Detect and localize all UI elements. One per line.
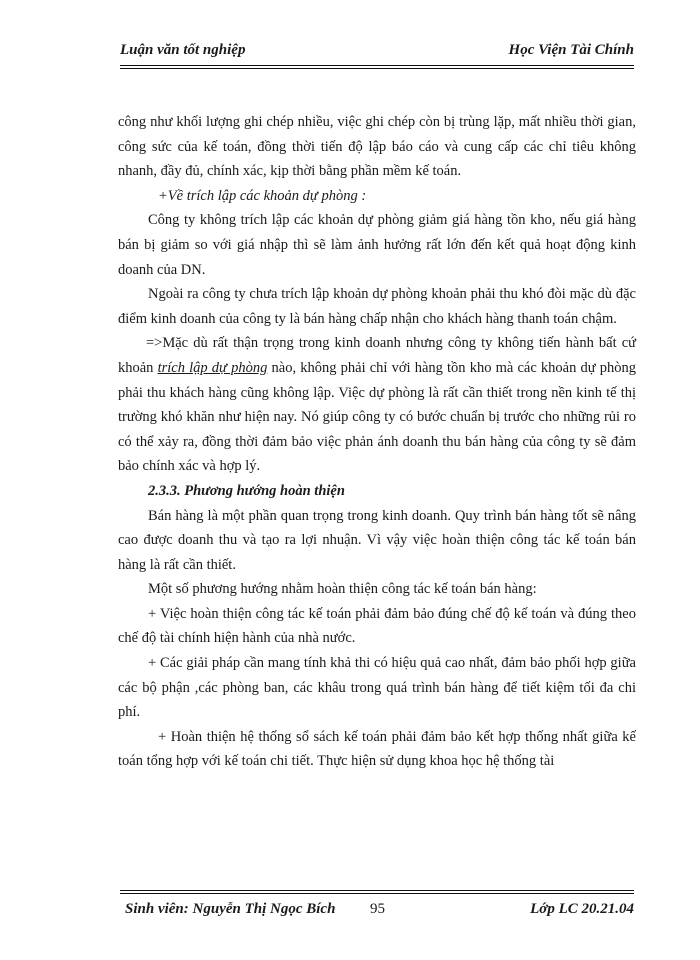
list-item-feasible-solutions: + Các giải pháp cần mang tính khả thi có hiệu quả cao nhất, đảm bảo phối hợp giữa các bộ phận ,các phòng ban, các khâu trong quá trình bán hàng để tiết kiệm tối đa chi phí.: [118, 655, 636, 721]
footer-class-code: Lớp LC 20.21.04: [530, 901, 634, 917]
provision-heading: +Về trích lập các khoản dự phòng :: [158, 187, 367, 204]
footer-rule-double: [120, 893, 634, 894]
page-number: 95: [370, 901, 385, 917]
section-heading-2-3-3: 2.3.3. Phương hướng hoàn thiện: [148, 482, 345, 499]
page-body: [118, 110, 636, 774]
conclusion-text-b: nào, không phải chỉ với hàng tồn kho mà các khoản dự phòng phải thu khách hàng cũng không lập. Việc dự phòng là rất cần thiết trong nền kinh tế thị trường khó khăn như hiện nay. Nó giúp công ty có bước chuẩn bị trước cho những rủi ro có thể xảy ra, đồng thời đảm bảo việc phản ánh doanh thu bán hàng của công ty sẽ đảm bảo chính xác và hợp lý.: [118, 359, 637, 475]
list-item-accounting-regime: + Việc hoàn thiện công tác kế toán phải đảm bảo đúng chế độ kế toán và đúng theo chế độ tài chính hiện hành của nhà nước.: [118, 605, 636, 647]
footer-rule: [120, 890, 634, 891]
paragraph-conclusion: [118, 331, 636, 479]
header-institution: Học Viện Tài Chính: [508, 42, 634, 58]
paragraph-inventory-provision: Công ty không trích lập các khoản dự phòng giảm giá hàng tồn kho, nếu giá hàng bán bị giảm so với giá nhập thì sẽ làm ảnh hưởng rất lớn đến kết quả hoạt động kinh doanh của DN.: [118, 212, 636, 278]
paragraph-directions-intro: Một số phương hướng nhằm hoàn thiện công tác kế toán bán hàng:: [148, 581, 537, 598]
page-footer: [120, 901, 634, 925]
paragraph-sales-importance: Bán hàng là một phần quan trọng trong kinh doanh. Quy trình bán hàng tốt sẽ nâng cao được doanh thu và tạo ra lợi nhuận. Vì vậy việc hoàn thiện công tác kế toán bán hàng là rất cần thiết.: [118, 507, 636, 573]
footer-student-name: Sinh viên: Nguyễn Thị Ngọc Bích: [125, 901, 336, 917]
page-header: [120, 40, 634, 66]
paragraph-continuation: công như khối lượng ghi chép nhiều, việc ghi chép còn bị trùng lặp, mất nhiều thời gian, công sức của kế toán, đồng thời tiến độ lập báo cáo và cung cấp các chỉ tiêu không nhanh, đầy đủ, chính xác, kịp thời bằng phần mềm kế toán.: [118, 114, 636, 180]
conclusion-text-a: =>Mặc dù rất thận trọng trong kinh doanh nhưng công ty không tiến hành bất cứ khoản: [118, 335, 636, 376]
provision-link[interactable]: trích lập dự phòng: [157, 359, 268, 376]
header-rule: [120, 65, 634, 66]
list-item-bookkeeping: + Hoàn thiện hệ thống sổ sách kế toán phải đảm bảo kết hợp thống nhất giữa kế toán tổng hợp với kế toán chi tiết. Thực hiện sử dụng khoa học hệ thống tài: [118, 728, 636, 770]
paragraph-receivable-provision: Ngoài ra công ty chưa trích lập khoản dự phòng khoản phải thu khó đòi mặc dù đặc điểm kinh doanh của công ty là bán hàng chấp nhận cho khách hàng thanh toán chậm.: [118, 286, 636, 327]
header-thesis-title: Luận văn tốt nghiệp: [120, 42, 246, 58]
header-rule-double: [120, 68, 634, 69]
